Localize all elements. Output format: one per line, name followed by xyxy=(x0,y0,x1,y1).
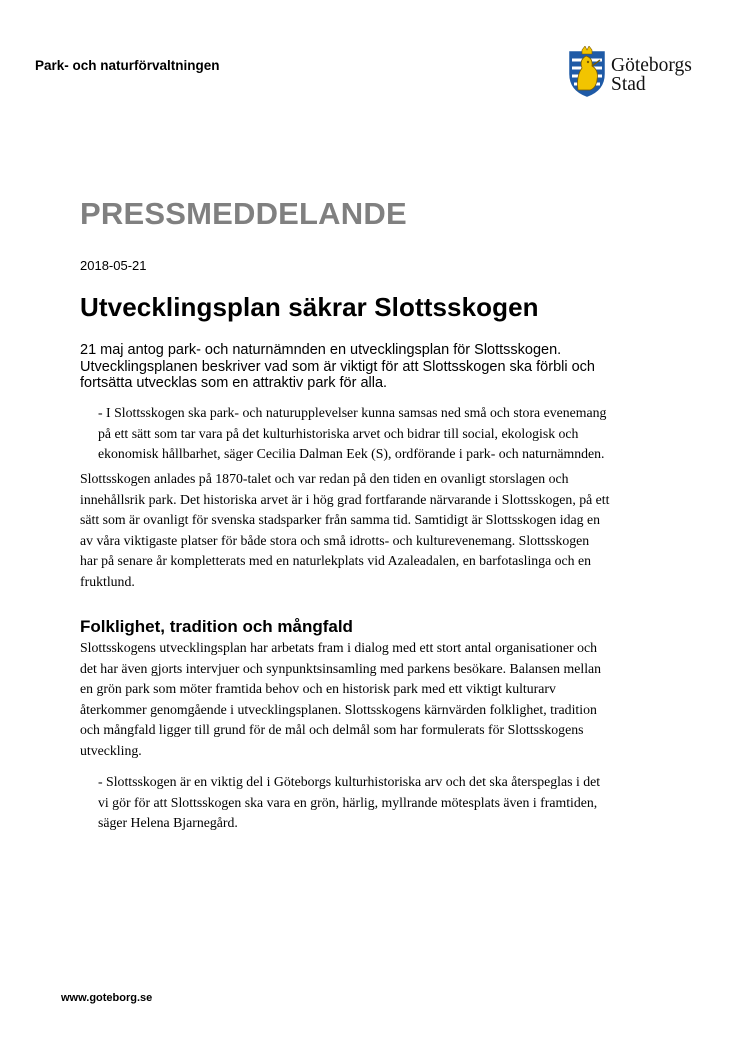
body-line: Slottsskogens utvecklingsplan har arbetats fram i dialog med ett stort antal organisationer och xyxy=(80,640,598,655)
body-line: Slottsskogen anlades på 1870-talet och var redan på den tiden en ovanligt storslagen och xyxy=(80,471,569,486)
press-release-title: Utvecklingsplan säkrar Slottsskogen xyxy=(80,292,539,322)
logo-wordmark xyxy=(611,56,692,94)
body-line: sätt som är ovanligt för svenska stadsparker från samma tid. Samtidigt är Slottsskogen idag en xyxy=(80,512,600,527)
logo-line-2: Stad xyxy=(611,74,646,95)
ingress-line: 21 maj antog park- och naturnämnden en utvecklingsplan för Slottsskogen. xyxy=(80,342,562,358)
footer-website-link[interactable]: www.goteborg.se xyxy=(61,992,153,1004)
body-line: en grön park som möter framtida behov och en historisk park med ett viktigt kulturarv xyxy=(80,681,556,696)
quote-line: - I Slottsskogen ska park- och naturupplevelser kunna samsas ned små och stora evenemang xyxy=(98,405,607,420)
quote-line: på ett sätt som tar vara på det kulturhistoriska arvet och bidrar till social, ekologisk och xyxy=(98,425,579,441)
quote-line: säger Helena Bjarnegård. xyxy=(98,815,238,830)
quote-line: ekonomisk hållbarhet, säger Cecilia Dalman Eek (S), ordförande i park- och naturnämnden. xyxy=(98,446,605,461)
quote-paragraph-1 xyxy=(98,403,673,465)
body-line: utveckling. xyxy=(80,742,142,758)
publish-date: 2018-05-21 xyxy=(80,258,147,273)
ingress-line: Utvecklingsplanen beskriver vad som är viktigt för att Slottsskogen ska förbli och xyxy=(80,358,595,375)
body-line: innehållsrik park. Det historiska arvet är i hög grad fortfarande närvarande i Slottsskogen, på ett xyxy=(80,491,610,507)
quote-paragraph-2 xyxy=(98,772,688,834)
body-line: har på senare år kompletterats med en naturlekplats vid Azaleadalen, en barfotaslinga och en xyxy=(80,553,592,568)
body-line: fruktlund. xyxy=(80,573,135,589)
section-subheading: Folklighet, tradition och mångfald xyxy=(80,617,353,636)
logo-line-1: Göteborgs xyxy=(611,55,692,76)
goteborgs-stad-logo[interactable] xyxy=(566,46,716,98)
ingress-paragraph xyxy=(80,342,640,392)
quote-line: vi gör för att Slottsskogen ska vara en grön, härlig, myllrande mötesplats även i framtiden, xyxy=(98,794,598,810)
body-paragraph-1 xyxy=(80,469,680,592)
body-line: det har även gjorts intervjuer och synpunktsinsamling med parkens besökare. Balansen mellan xyxy=(80,660,602,676)
goteborg-lion-shield-icon xyxy=(566,46,608,98)
body-paragraph-2 xyxy=(80,638,680,761)
department-name: Park- och naturförvaltningen xyxy=(35,58,220,73)
quote-line: - Slottsskogen är en viktig del i Göteborgs kulturhistoriska arv och det ska återspeglas i det xyxy=(98,774,601,789)
body-line: av våra viktigaste platser för både stora och små idrotts- och kulturevenemang. Slottsskogen xyxy=(80,532,590,548)
page-heading: PRESSMEDDELANDE xyxy=(80,196,407,231)
ingress-line: fortsätta utvecklas som en attraktiv park för alla. xyxy=(80,375,388,391)
body-line: återkommer genomgående i utvecklingsplanen. Slottsskogens kärnvärden folklighet, tradition xyxy=(80,701,597,717)
body-line: och mångfald ligger till grund för de mål och delmål som har formulerats för Slottsskogens xyxy=(80,722,584,737)
